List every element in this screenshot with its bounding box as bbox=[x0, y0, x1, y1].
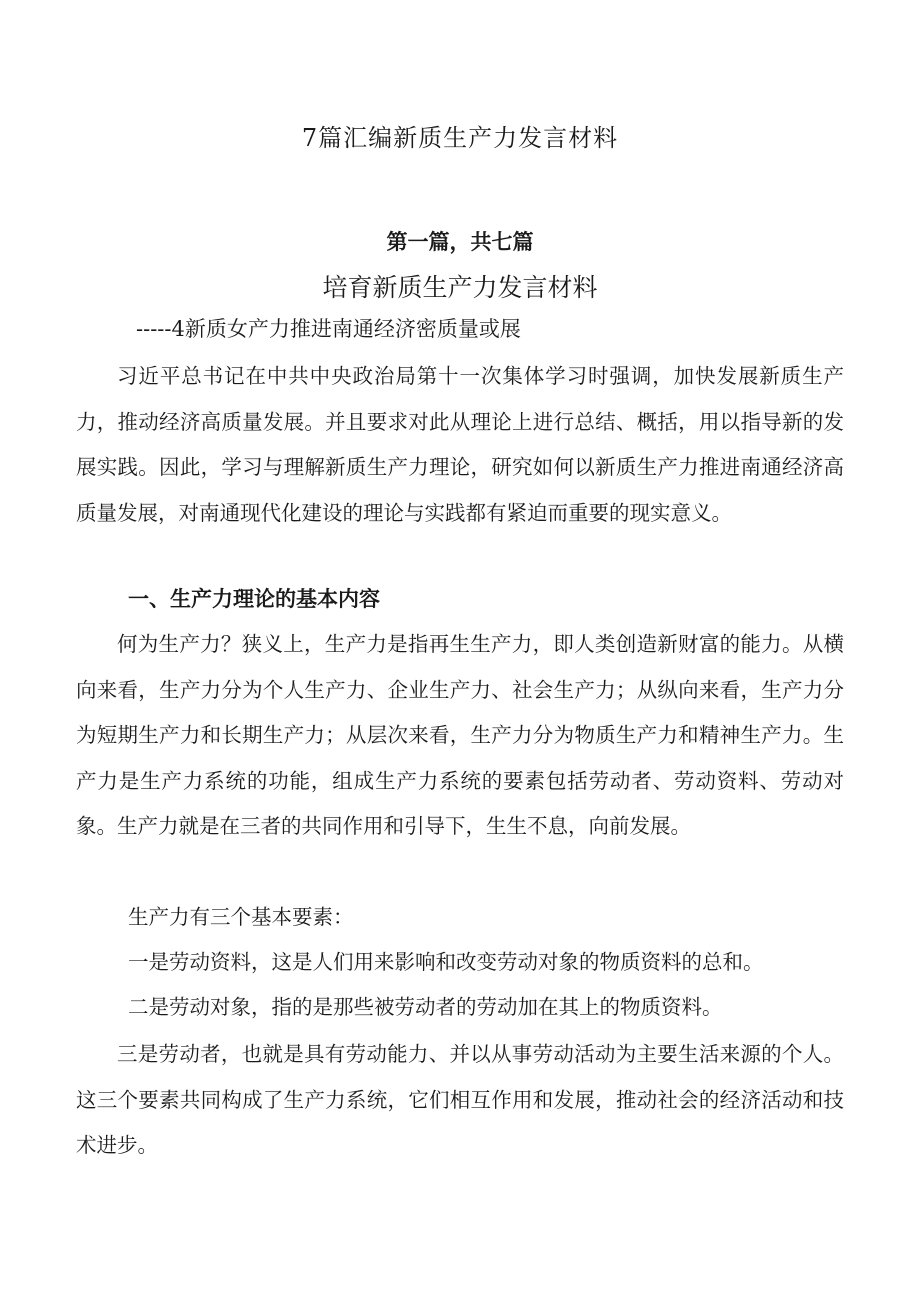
paragraph-element-three: 三是劳动者，也就是具有劳动能力、并以从事劳动活动为主要生活来源的个人。这三个要素共同构成了生产力系统，它们相互作用和发展，推动社会的经济活动和技术进步。 bbox=[76, 1042, 844, 1157]
paragraph-intro: 习近平总书记在中共中央政治局第十一次集体学习时强调，加快发展新质生产力，推动经济高质量发展。并且要求对此从理论上进行总结、概括，用以指导新的发展实践。因此，学习与理解新质生产力理论，研究如何以新质生产力推进南通经济高质量发展，对南通现代化建设的理论与实践都有紧迫而重要的现实意义。 bbox=[76, 364, 844, 525]
part-label: 第一篇，共七篇 bbox=[386, 230, 534, 254]
document-title: 7篇汇编新质生产力发言材料 bbox=[301, 124, 619, 152]
subtitle: -----4新质女产力推进南通经济密质量或展 bbox=[136, 317, 521, 341]
paragraph-productivity: 何为生产力？狭义上，生产力是指再生生产力，即人类创造新财富的能力。从横向来看，生产力分为个人生产力、企业生产力、社会生产力；从纵向来看，生产力分为短期生产力和长期生产力；从层次来看，生产力分为物质生产力和精神生产力。生产力是生产力系统的功能，组成生产力系统的要素包括劳动者、劳动资料、劳动对象。生产力就是在三者的共同作用和引导下，生生不息，向前发展。 bbox=[76, 632, 844, 838]
main-title: 培育新质生产力发言材料 bbox=[322, 273, 598, 302]
element-one: 一是劳动资料，这是人们用来影响和改变劳动对象的物质资料的总和。 bbox=[128, 950, 764, 974]
elements-intro: 生产力有三个基本要素： bbox=[128, 905, 354, 929]
element-two: 二是劳动对象，指的是那些被劳动者的劳动加在其上的物质资料。 bbox=[128, 995, 723, 1019]
section-heading: 一、生产力理论的基本内容 bbox=[128, 587, 380, 611]
